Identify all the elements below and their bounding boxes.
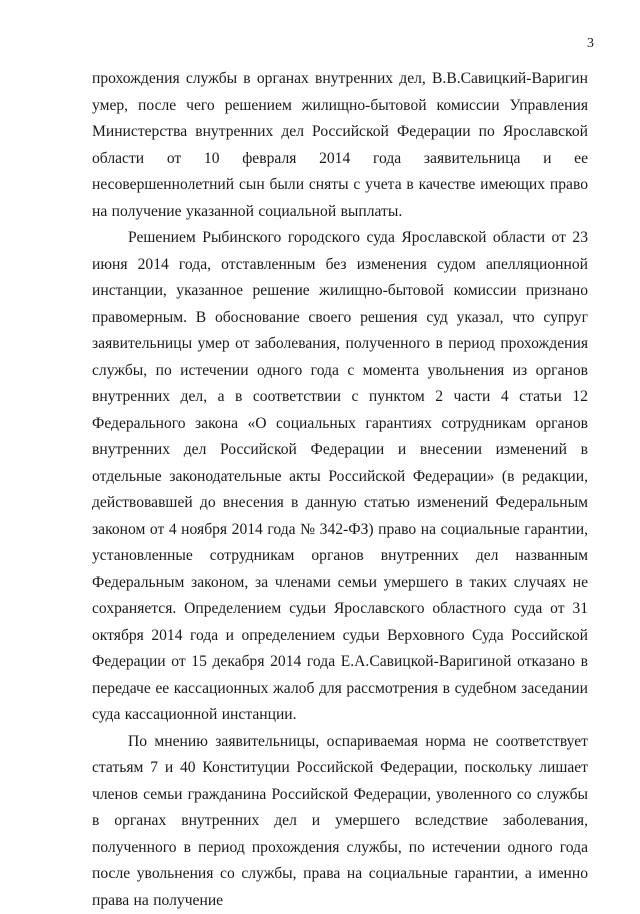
document-body: [92, 66, 588, 914]
paragraph-court-decision: Решением Рыбинского городского суда Ярославской области от 23 июня 2014 года, отставленным без изменения судом апелляционной инстанции, указанное решение жилищно-бытовой комиссии признано правомерным. В обоснование своего решения суд указал, что супруг заявительницы умер от заболевания, полученного в период прохождения службы, по истечении одного года с момента увольнения из органов внутренних дел, а в соответствии с пунктом 2 части 4 статьи 12 Федерального закона «О социальных гарантиях сотрудникам органов внутренних дел Российской Федерации и внесении изменений в отдельные законодательные акты Российской Федерации» (в редакции, действовавшей до внесения в данную статью изменений Федеральным законом от 4 ноября 2014 года № 342-ФЗ) право на социальные гарантии, установленные сотрудникам органов внутренних дел названным Федеральным законом, за членами семьи умершего в таких случаях не сохраняется. Определением судьи Ярославского областного суда от 31 октября 2014 года и определением судьи Верховного Суда Российской Федерации от 15 декабря 2014 года Е.А.Савицкой-Варигиной отказано в передаче ее кассационных жалоб для рассмотрения в судебном заседании суда кассационной инстанции.: [92, 225, 588, 729]
page-number: 3: [587, 36, 594, 52]
paragraph-applicant-opinion: По мнению заявительницы, оспариваемая норма не соответствует статьям 7 и 40 Конституции Российской Федерации, поскольку лишает членов семьи гражданина Российской Федерации, уволенного со службы в органах внутренних дел и умершего вследствие заболевания, полученного в период прохождения службы, по истечении одного года после увольнения со службы, права на социальные гарантии, а именно права на получение: [92, 729, 588, 914]
paragraph-continuation: прохождения службы в органах внутренних дел, В.В.Савицкий-Варигин умер, после чего решением жилищно-бытовой комиссии Управления Министерства внутренних дел Российской Федерации по Ярославской области от 10 февраля 2014 года заявительница и ее несовершеннолетний сын были сняты с учета в качестве имеющих право на получение указанной социальной выплаты.: [92, 66, 588, 225]
